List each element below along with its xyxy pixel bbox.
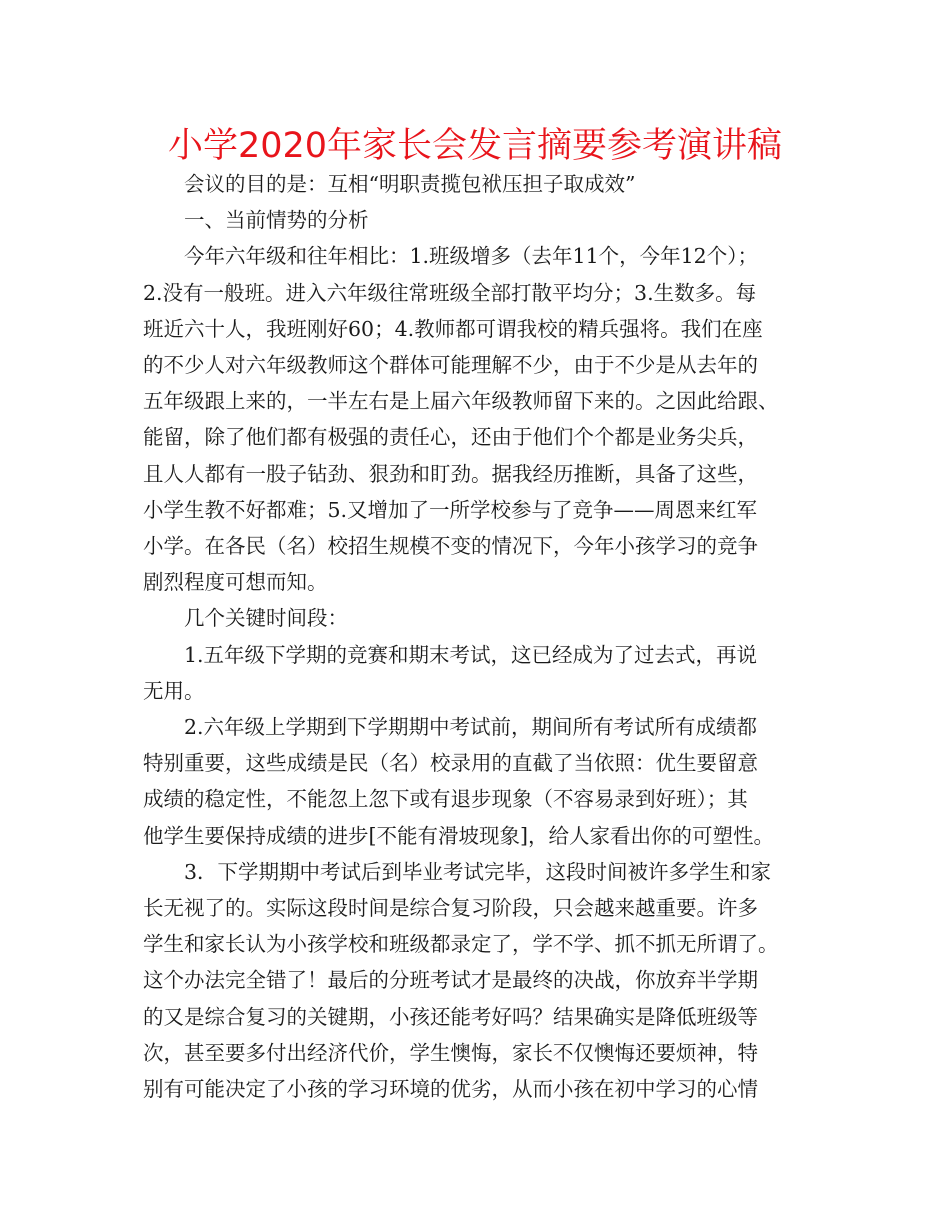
text-line: 五年级跟上来的，一半左右是上届六年级教师留下来的。之因此给跟、 xyxy=(143,389,779,414)
text-line: 2.没有一般班。进入六年级往常班级全部打散平均分；3.生数多。每 xyxy=(143,280,757,305)
text-line: 几个关键时间段： xyxy=(184,606,348,631)
text-line: 的又是综合复习的关键期，小孩还能考好吗？结果确实是降低班级等 xyxy=(143,1004,758,1029)
text-line: 1.五年级下学期的竞赛和期末考试，这已经成为了过去式，再说 xyxy=(184,642,758,667)
text-line: 学生和家长认为小孩学校和班级都录定了，学不学、抓不抓无所谓了。 xyxy=(143,932,779,957)
text-line: 长无视了的。实际这段时间是综合复习阶段，只会越来越重要。许多 xyxy=(143,896,758,921)
text-line: 班近六十人，我班刚好60；4.教师都可谓我校的精兵强将。我们在座 xyxy=(143,316,763,341)
text-line: 2.六年级上学期到下学期期中考试前，期间所有考试所有成绩都 xyxy=(184,715,758,740)
text-line: 3．下学期期中考试后到毕业考试完毕，这段时间被许多学生和家 xyxy=(184,859,772,884)
paragraph-period-1 xyxy=(143,637,823,709)
section-heading-situation-analysis xyxy=(143,202,823,238)
text-line: 无用。 xyxy=(143,678,205,703)
text-line: 这个办法完全错了！最后的分班考试才是最终的决战，你放弃半学期 xyxy=(143,968,758,993)
paragraph-meeting-purpose xyxy=(143,166,823,202)
text-line: 一、当前情势的分析 xyxy=(184,208,369,233)
document-body xyxy=(143,166,823,1107)
text-line: 成绩的稳定性，不能忽上忽下或有退步现象（不容易录到好班）；其 xyxy=(143,787,748,812)
text-line: 他学生要保持成绩的进步[不能有滑坡现象]，给人家看出你的可塑性。 xyxy=(143,823,774,848)
document-title: 小学2020年家长会发言摘要参考演讲稿 xyxy=(167,126,783,166)
text-line: 今年六年级和往年相比：1.班级增多（去年11个，今年12个）； xyxy=(184,244,758,269)
paragraph-comparison xyxy=(143,238,823,600)
paragraph-key-periods-heading xyxy=(143,600,823,636)
text-line: 小学。在各民（名）校招生规模不变的情况下，今年小孩学习的竞争 xyxy=(143,534,758,559)
paragraph-period-3 xyxy=(143,854,823,1107)
text-line: 别有可能决定了小孩的学习环境的优劣，从而小孩在初中学习的心情 xyxy=(143,1077,758,1102)
text-line: 的不少人对六年级教师这个群体可能理解不少，由于不少是从去年的 xyxy=(143,353,758,378)
text-line: 会议的目的是：互相“明职责揽包袱压担子取成效” xyxy=(184,172,636,196)
text-line: 且人人都有一股子钻劲、狠劲和盯劲。据我经历推断，具备了这些， xyxy=(143,461,758,486)
text-line: 能留，除了他们都有极强的责任心，还由于他们个个都是业务尖兵， xyxy=(143,425,758,450)
paragraph-period-2 xyxy=(143,709,823,854)
text-line: 剧烈程度可想而知。 xyxy=(143,570,328,595)
text-line: 小学生教不好都难；5.又增加了一所学校参与了竞争——周恩来红军 xyxy=(143,497,758,522)
text-line: 次，甚至要多付出经济代价，学生懊悔，家长不仅懊悔还要烦神，特 xyxy=(143,1040,758,1065)
text-line: 特别重要，这些成绩是民（名）校录用的直截了当依照：优生要留意 xyxy=(143,751,758,776)
